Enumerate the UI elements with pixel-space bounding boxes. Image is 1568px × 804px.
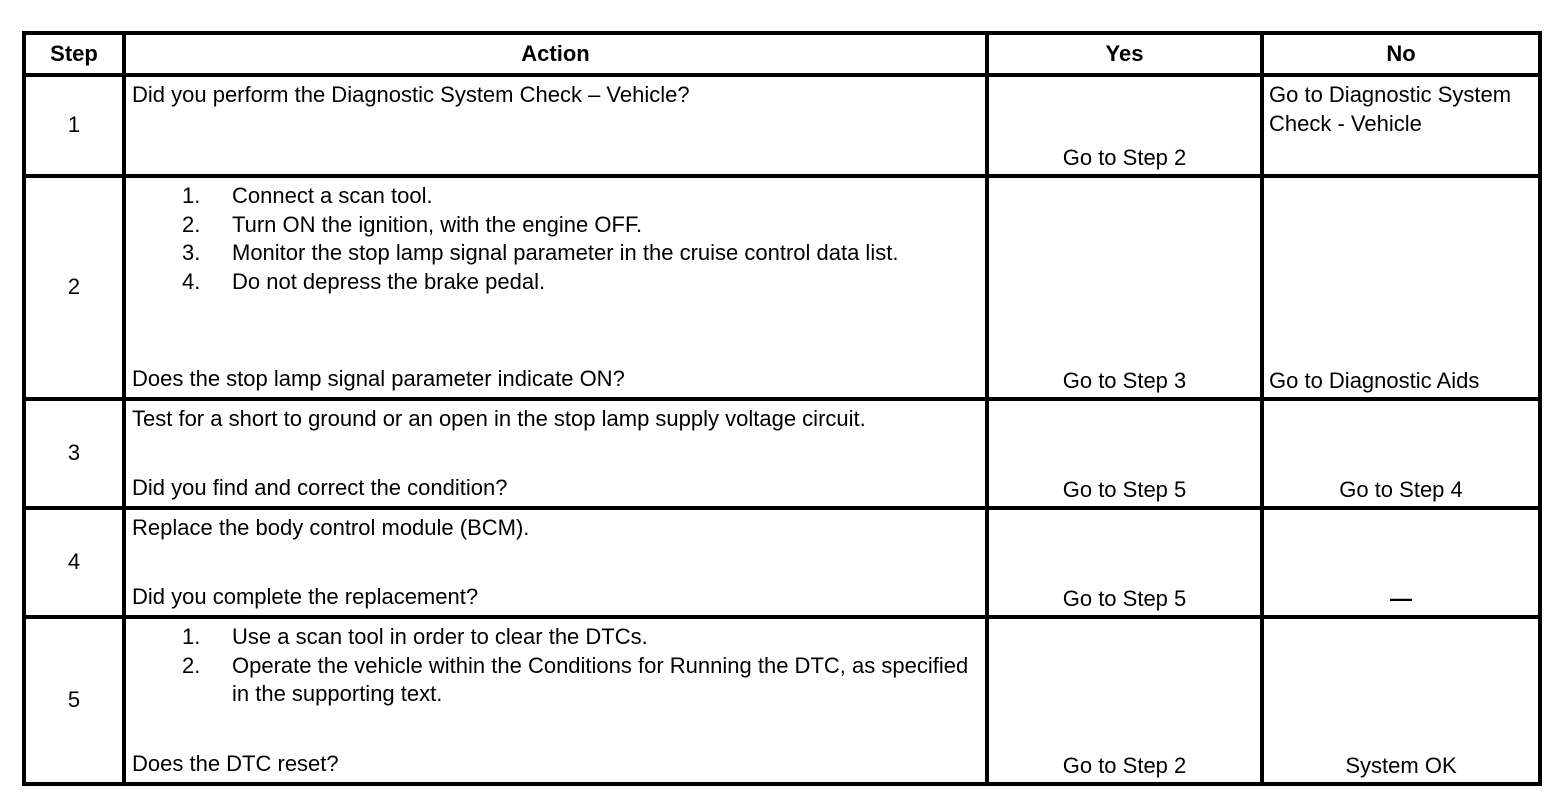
table-row [24, 176, 1540, 399]
list-item: 4. Do not depress the brake pedal. [182, 268, 546, 294]
step-number: 5 [24, 617, 124, 784]
header-row [24, 33, 1540, 75]
header-step: Step [24, 33, 124, 75]
no-result: Go to Step 4 [1262, 399, 1540, 508]
header-action: Action [124, 33, 987, 75]
action-intro: Test for a short to ground or an open in the stop lamp supply voltage circuit. [132, 406, 866, 431]
list-item: 3. Monitor the stop lamp signal parameter in the cruise control data list. [182, 240, 899, 265]
yes-result: Go to Step 2 [987, 75, 1262, 176]
step-number: 2 [24, 176, 124, 399]
no-result: — [1262, 508, 1540, 617]
action-question: Does the stop lamp signal parameter indicate ON? [132, 365, 625, 391]
no-result: System OK [1262, 617, 1540, 784]
step-number: 3 [24, 399, 124, 508]
action-steps-list [132, 182, 979, 296]
action-cell [124, 508, 987, 617]
action-cell [124, 399, 987, 508]
yes-result: Go to Step 5 [987, 399, 1262, 508]
table-row [24, 399, 1540, 508]
action-cell [124, 75, 987, 176]
list-item: 1. Connect a scan tool. [182, 183, 433, 208]
step-number: 1 [24, 75, 124, 176]
no-result: Go to Diagnostic System Check - Vehicle [1262, 75, 1540, 176]
action-question: Did you find and correct the condition? [132, 474, 508, 500]
header-no: No [1262, 33, 1540, 75]
diagnostic-table [22, 31, 1542, 786]
yes-result: Go to Step 3 [987, 176, 1262, 399]
action-intro: Replace the body control module (BCM). [132, 515, 530, 540]
action-question: Does the DTC reset? [132, 750, 339, 776]
yes-result: Go to Step 5 [987, 508, 1262, 617]
list-item: 2. Operate the vehicle within the Conditions for Running the DTC, as specified in the supporting text. [182, 652, 969, 706]
header-yes: Yes [987, 33, 1262, 75]
list-item: 1. Use a scan tool in order to clear the DTCs. [182, 624, 648, 649]
no-result: Go to Diagnostic Aids [1262, 176, 1540, 399]
table-row [24, 75, 1540, 176]
step-number: 4 [24, 508, 124, 617]
action-question: Did you complete the replacement? [132, 583, 479, 609]
table-row [24, 508, 1540, 617]
list-item: 2. Turn ON the ignition, with the engine OFF. [182, 211, 643, 237]
action-cell [124, 176, 987, 399]
action-intro: Did you perform the Diagnostic System Check – Vehicle? [132, 82, 690, 107]
table-row [24, 617, 1540, 784]
action-cell [124, 617, 987, 784]
yes-result: Go to Step 2 [987, 617, 1262, 784]
action-steps-list [132, 623, 979, 709]
